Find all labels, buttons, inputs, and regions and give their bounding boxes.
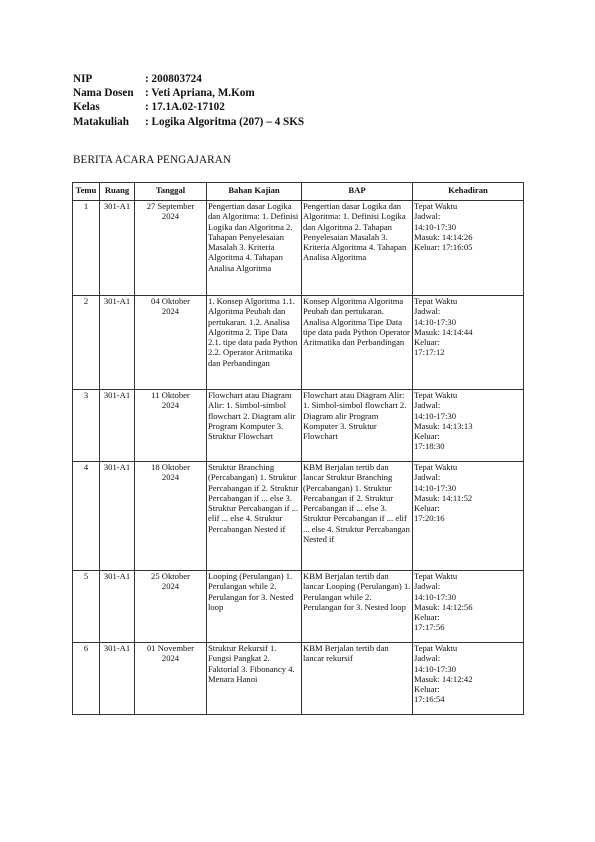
cell-tanggal: 01 November 2024 [135, 643, 207, 715]
cell-bap: KBM Berjalan tertib dan lancar rekursif [302, 643, 413, 715]
teaching-record-table [72, 182, 524, 715]
cell-kehadiran: Tepat Waktu Jadwal: 14:10-17:30 Masuk: 14:14:26 Keluar: 17:16:05 [413, 201, 524, 296]
table-row [73, 201, 524, 296]
cell-ruang: 301-A1 [100, 296, 135, 390]
cell-kehadiran: Tepat Waktu Jadwal: 14:10-17:30 Masuk: 14:14:44 Keluar: 17:17:12 [413, 296, 524, 390]
cell-bap: Pengertian dasar Logika dan Algoritma: 1. Definisi Logika dan Algoritma 2. Tahapan Penyelesaian Masalah 3. Kriteria Algoritma 4. Tahapan Analisa Algoritma [302, 201, 413, 296]
table-row [73, 390, 524, 462]
cell-temu: 5 [73, 571, 100, 643]
nip-row [73, 72, 304, 86]
header-tanggal: Tanggal [135, 183, 207, 201]
table-header-row [73, 183, 524, 201]
matkul-row [73, 115, 304, 129]
cell-kehadiran: Tepat Waktu Jadwal: 14:10-17:30 Masuk: 14:12:42 Keluar: 17:16:54 [413, 643, 524, 715]
cell-bahan-kajian: Struktur Branching (Percabangan) 1. Struktur Percabangan if 2. Struktur Percabangan if ... else 3. Struktur Percabangan if ... elif ... else 4. Struktur Percabangan Nested if [207, 462, 302, 571]
matkul-label: Matakuliah [73, 115, 129, 128]
cell-ruang: 301-A1 [100, 643, 135, 715]
cell-temu: 2 [73, 296, 100, 390]
lecturer-info [73, 72, 304, 129]
cell-bahan-kajian: Flowchart atau Diagram Alir: 1. Simbol-simbol flowchart 2. Diagram alir Program Komputer 3. Struktur Flowchart [207, 390, 302, 462]
cell-tanggal: 18 Oktober 2024 [135, 462, 207, 571]
cell-temu: 4 [73, 462, 100, 571]
table-row [73, 571, 524, 643]
table-row [73, 462, 524, 571]
page-title: BERITA ACARA PENGAJARAN [73, 154, 232, 166]
cell-bap: Flowchart atau Diagram Alir: 1. Simbol-simbol flowchart 2. Diagram alir Program Komputer 3. Struktur Flowchart [302, 390, 413, 462]
dosen-value: : Veti Apriana, M.Kom [145, 87, 255, 100]
nip-label: NIP [73, 73, 93, 85]
matkul-value: : Logika Algoritma (207) – 4 SKS [145, 115, 305, 128]
cell-kehadiran: Tepat Waktu Jadwal: 14:10-17:30 Masuk: 14:13:13 Keluar: 17:18:30 [413, 390, 524, 462]
cell-ruang: 301-A1 [100, 201, 135, 296]
header-ruang: Ruang [100, 183, 135, 201]
cell-ruang: 301-A1 [100, 462, 135, 571]
cell-bap: KBM Berjalan tertib dan lancar Struktur Branching (Percabangan) 1. Struktur Percabangan if 2. Struktur Percabangan if ... else 3. Struktur Percabangan if ... elif ... else 4. Struktur Percabangan Nested if [302, 462, 413, 571]
cell-tanggal: 27 September 2024 [135, 201, 207, 296]
cell-bap: KBM Berjalan tertib dan lancar Looping (Perulangan) 1. Perulangan while 2. Perulangan for 3. Nested loop [302, 571, 413, 643]
header-bap: BAP [302, 183, 413, 201]
kelas-label: Kelas [73, 101, 100, 114]
dosen-label: Nama Dosen [73, 87, 134, 100]
cell-temu: 6 [73, 643, 100, 715]
cell-bahan-kajian: Looping (Perulangan) 1. Perulangan while 2. Perulangan for 3. Nested loop [207, 571, 302, 643]
cell-tanggal: 04 Oktober 2024 [135, 296, 207, 390]
cell-bahan-kajian: 1. Konsep Algoritma 1.1. Algoritma Peubah dan pertukaran. 1.2. Analisa Algoritma 2. Tipe Data 2.1. tipe data pada Python 2.2. Operator Aritmatika dan Perbandingan [207, 296, 302, 390]
header-temu: Temu [73, 183, 100, 201]
cell-ruang: 301-A1 [100, 571, 135, 643]
cell-bap: Konsep Algoritma Algoritma Peubah dan pertukaran. Analisa Algoritma Tipe Data tipe data pada Python Operator Aritmatika dan Perbandingan [302, 296, 413, 390]
cell-bahan-kajian: Pengertian dasar Logika dan Algoritma: 1. Definisi Logika dan Algoritma 2. Tahapan Penyelesaian Masalah 3. Kriteria Algoritma 4. Tahapan Analisa Algoritma [207, 201, 302, 296]
table-row [73, 296, 524, 390]
kelas-row [73, 100, 304, 114]
cell-bahan-kajian: Struktur Rekursif 1. Fungsi Pangkat 2. Faktorial 3. Fibonancy 4. Menara Hanoi [207, 643, 302, 715]
cell-tanggal: 11 Oktober 2024 [135, 390, 207, 462]
header-kehadiran: Kehadiran [413, 183, 524, 201]
cell-kehadiran: Tepat Waktu Jadwal: 14:10-17:30 Masuk: 14:12:56 Keluar: 17:17:56 [413, 571, 524, 643]
nip-value: : 200803724 [145, 73, 202, 85]
header-bahan-kajian: Bahan Kajian [207, 183, 302, 201]
cell-tanggal: 25 Oktober 2024 [135, 571, 207, 643]
dosen-row [73, 86, 304, 100]
cell-ruang: 301-A1 [100, 390, 135, 462]
cell-temu: 1 [73, 201, 100, 296]
cell-temu: 3 [73, 390, 100, 462]
table-row [73, 643, 524, 715]
cell-kehadiran: Tepat Waktu Jadwal: 14:10-17:30 Masuk: 14:11:52 Keluar: 17:20:16 [413, 462, 524, 571]
kelas-value: : 17.1A.02-17102 [145, 101, 225, 114]
